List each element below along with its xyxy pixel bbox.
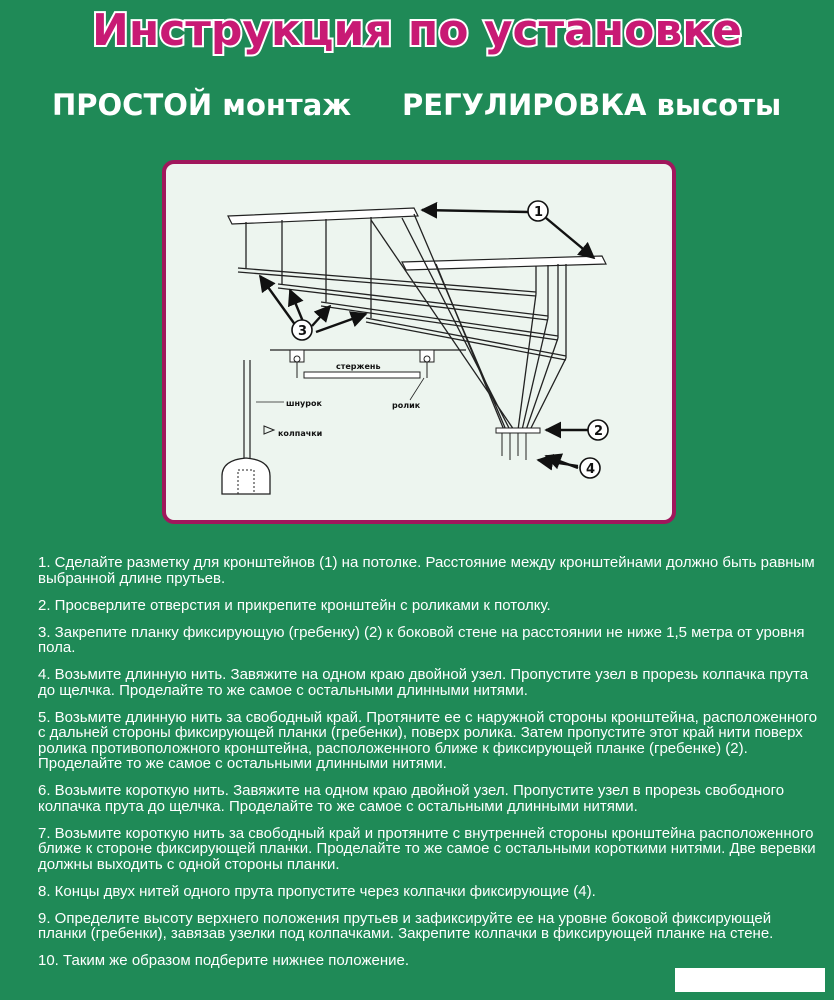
step-8: 8. Концы двух нитей одного прута пропустите через колпачки фиксирующие (4). (38, 882, 596, 900)
page-title: Инструкция по установке (92, 5, 742, 56)
dryer-drawing (166, 164, 672, 520)
installation-diagram (162, 160, 676, 524)
subtitle-simple-mount: ПРОСТОЙ монтаж (52, 88, 352, 122)
marker-2 (588, 420, 608, 440)
step-3: 3. Закрепите планку фиксирующую (гребенку) (2) к боковой стене на расстоянии не ниже 1,5 метра от уровня пола. (38, 623, 805, 656)
roller-detail (256, 350, 466, 410)
subtitle-height-adjust: РЕГУЛИРОВКА высоты (402, 88, 782, 122)
svg-text:1: 1 (534, 205, 544, 220)
step-5: 5. Возьмите длинную нить за свободный край. Протяните ее с наружной стороны кронштейна, расположенного с дальней стороны фиксирующей планки (гребенки), поверх ролика. Затем пропустите этот край нити поверх ролика противоположного кронштейна, расположенного ближе к фиксирующей планке (гребенке) (2). Проделайте то же самое с остальными длинными нитями. (38, 708, 818, 772)
step-6: 6. Возьмите короткую нить. Завяжите на одном краю двойной узел. Пропустите узел в прорезь свободного колпачка прута до щелчка. Проделайте то же самое с остальными длинными нитями. (38, 782, 785, 815)
marker-1 (528, 201, 548, 221)
cap-detail (222, 360, 322, 494)
label-caps: колпачки (278, 429, 323, 438)
step-4: 4. Возьмите длинную нить. Завяжите на одном краю двойной узел. Пропустите узел в прорезь колпачка прута до щелчка. Проделайте то же самое с остальными длинными нитями. (38, 666, 809, 699)
drying-rods (238, 214, 566, 430)
step-9: 9. Определите высоту верхнего положения прутьев и зафиксируйте ее на уровне боковой фиксирующей планки (гребенки), завязав узелки под колпачками. Закрепите колпачки в фиксирующей планке на стене. (38, 909, 774, 942)
step-7: 7. Возьмите короткую нить за свободный край и протяните с внутренней стороны кронштейна расположенного ближе к стороне фиксирующей планки. Проделайте то же самое с остальными короткими нитями. Две веревки должны выходить с одной стороны планки. (38, 824, 816, 873)
marker-3 (292, 320, 312, 340)
label-cord: шнурок (286, 399, 322, 408)
svg-text:3: 3 (298, 324, 308, 339)
svg-text:4: 4 (586, 462, 596, 477)
fixing-comb (496, 428, 540, 460)
white-strip (675, 968, 825, 992)
label-rod: стержень (336, 362, 381, 371)
instruction-steps (38, 555, 818, 980)
step-1: 1. Сделайте разметку для кронштейнов (1) на потолке. Расстояние между кронштейнами должно быть равным выбранной длине прутьев. (38, 554, 815, 587)
step-2: 2. Просверлите отверстия и прикрепите кронштейн с роликами к потолку. (38, 596, 551, 614)
step-10: 10. Таким же образом подберите нижнее положение. (38, 952, 409, 969)
svg-text:2: 2 (594, 424, 604, 439)
ceiling-bracket-left (228, 208, 418, 224)
marker-4 (580, 458, 600, 478)
label-roller: ролик (392, 401, 421, 410)
